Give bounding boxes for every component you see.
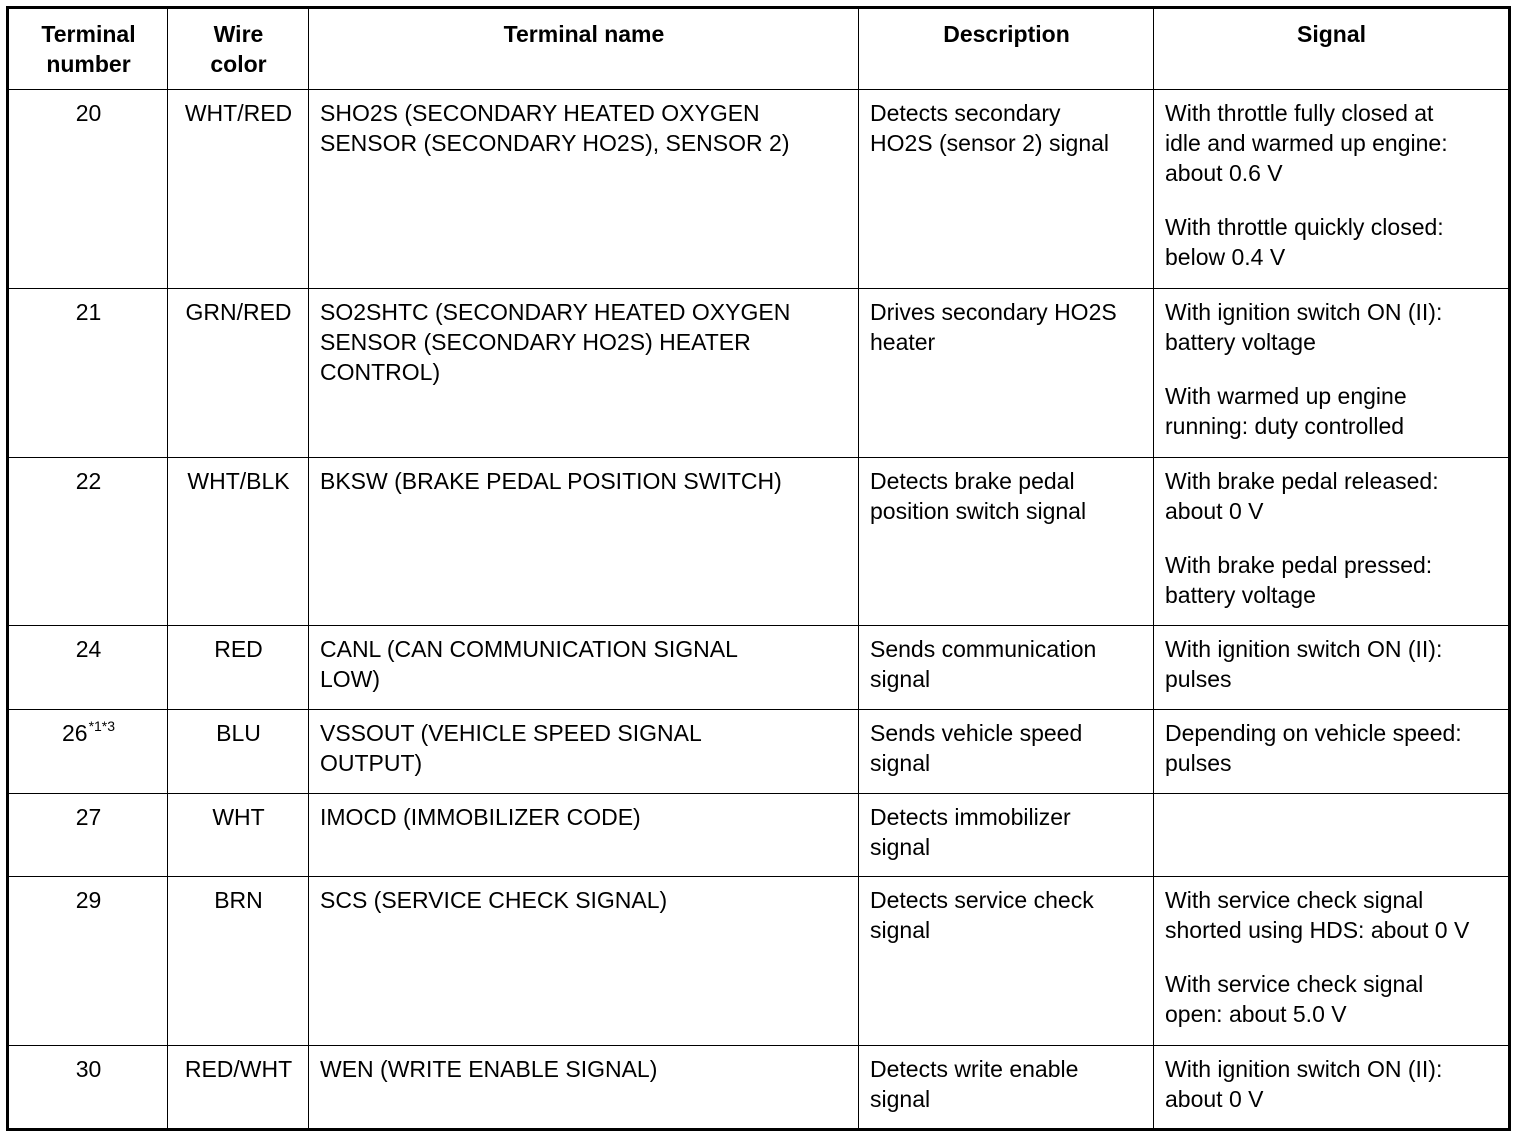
terminal-name-cell: WEN (WRITE ENABLE SIGNAL) bbox=[309, 1046, 859, 1130]
description-cell: Detects brake pedal position switch signal bbox=[859, 458, 1154, 626]
table-row bbox=[8, 626, 1510, 710]
terminal-name-cell: SO2SHTC (SECONDARY HEATED OXYGEN SENSOR (SECONDARY HO2S) HEATER CONTROL) bbox=[309, 289, 859, 458]
signal-cell bbox=[1154, 289, 1510, 458]
signal-cell bbox=[1154, 90, 1510, 289]
signal-cell bbox=[1154, 626, 1510, 710]
signal-condition: With throttle fully closed at idle and warmed up engine: about 0.6 V bbox=[1165, 100, 1448, 186]
header-signal: Signal bbox=[1154, 8, 1510, 90]
terminal-number-cell: 21 bbox=[8, 289, 168, 458]
signal-cell bbox=[1154, 1046, 1510, 1130]
table-row bbox=[8, 710, 1510, 794]
signal-cell bbox=[1154, 458, 1510, 626]
terminal-name-cell: IMOCD (IMMOBILIZER CODE) bbox=[309, 794, 859, 877]
terminal-name-cell: BKSW (BRAKE PEDAL POSITION SWITCH) bbox=[309, 458, 859, 626]
signal-condition: Depending on vehicle speed: pulses bbox=[1165, 720, 1462, 776]
table-row bbox=[8, 90, 1510, 289]
signal-condition: With service check signal open: about 5.0 V bbox=[1165, 971, 1424, 1027]
header-description: Description bbox=[859, 8, 1154, 90]
table-row bbox=[8, 458, 1510, 626]
header-wire-color: Wire color bbox=[168, 8, 309, 90]
wire-color-cell: RED bbox=[168, 626, 309, 710]
header-row bbox=[8, 8, 1510, 90]
table-row bbox=[8, 1046, 1510, 1130]
description-cell: Sends vehicle speed signal bbox=[859, 710, 1154, 794]
terminal-number-cell: 30 bbox=[8, 1046, 168, 1130]
signal-cell bbox=[1154, 877, 1510, 1046]
footnote-marker: *1*3 bbox=[88, 718, 116, 734]
terminal-number-cell: 27 bbox=[8, 794, 168, 877]
wire-color-cell: WHT/RED bbox=[168, 90, 309, 289]
wire-color-cell: WHT/BLK bbox=[168, 458, 309, 626]
header-terminal-number: Terminal number bbox=[8, 8, 168, 90]
signal-condition: With ignition switch ON (II): battery voltage bbox=[1165, 299, 1443, 355]
wire-color-cell: RED/WHT bbox=[168, 1046, 309, 1130]
terminal-name-cell: CANL (CAN COMMUNICATION SIGNAL LOW) bbox=[309, 626, 859, 710]
description-cell: Detects service check signal bbox=[859, 877, 1154, 1046]
signal-cell bbox=[1154, 710, 1510, 794]
terminal-number-cell: 26$^{*1*3}$ bbox=[8, 710, 168, 794]
signal-cell bbox=[1154, 794, 1510, 877]
terminal-name-cell: SCS (SERVICE CHECK SIGNAL) bbox=[309, 877, 859, 1046]
description-cell: Detects immobilizer signal bbox=[859, 794, 1154, 877]
description-cell: Detects secondary HO2S (sensor 2) signal bbox=[859, 90, 1154, 289]
signal-condition: With warmed up engine running: duty controlled bbox=[1165, 383, 1407, 439]
table-row bbox=[8, 289, 1510, 458]
wire-color-cell: BRN bbox=[168, 877, 309, 1046]
terminal-number-cell: 22 bbox=[8, 458, 168, 626]
signal-condition: With service check signal shorted using HDS: about 0 V bbox=[1165, 887, 1470, 943]
signal-condition: With ignition switch ON (II): pulses bbox=[1165, 636, 1443, 692]
terminal-number-cell: 20 bbox=[8, 90, 168, 289]
terminal-number-cell: 29 bbox=[8, 877, 168, 1046]
terminal-number-cell: 24 bbox=[8, 626, 168, 710]
wire-color-cell: WHT bbox=[168, 794, 309, 877]
signal-condition: With throttle quickly closed: below 0.4 V bbox=[1165, 214, 1444, 270]
signal-condition: With brake pedal released: about 0 V bbox=[1165, 468, 1439, 524]
table-row bbox=[8, 794, 1510, 877]
terminal-name-cell: VSSOUT (VEHICLE SPEED SIGNAL OUTPUT) bbox=[309, 710, 859, 794]
signal-condition: With ignition switch ON (II): about 0 V bbox=[1165, 1056, 1443, 1112]
wire-color-cell: BLU bbox=[168, 710, 309, 794]
wire-color-cell: GRN/RED bbox=[168, 289, 309, 458]
table-row bbox=[8, 877, 1510, 1046]
terminal-spec-table bbox=[6, 6, 1511, 1131]
description-cell: Detects write enable signal bbox=[859, 1046, 1154, 1130]
description-cell: Sends communication signal bbox=[859, 626, 1154, 710]
signal-condition: With brake pedal pressed: battery voltage bbox=[1165, 552, 1433, 608]
description-cell: Drives secondary HO2S heater bbox=[859, 289, 1154, 458]
terminal-name-cell: SHO2S (SECONDARY HEATED OXYGEN SENSOR (SECONDARY HO2S), SENSOR 2) bbox=[309, 90, 859, 289]
header-terminal-name: Terminal name bbox=[309, 8, 859, 90]
